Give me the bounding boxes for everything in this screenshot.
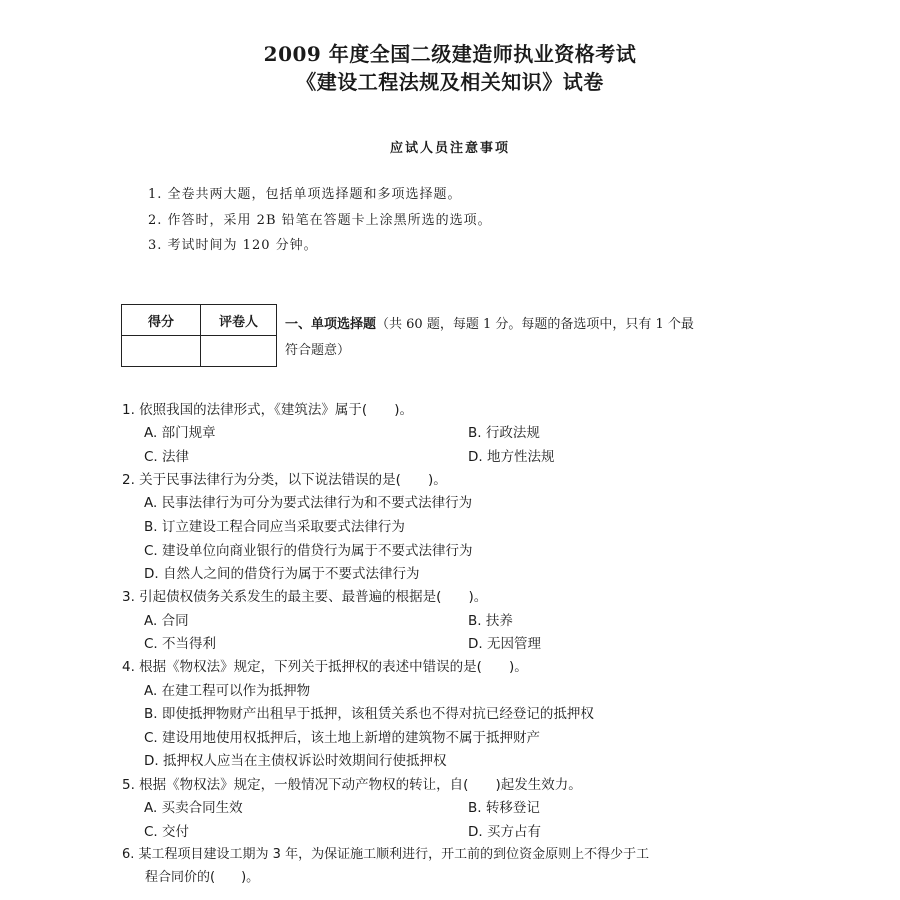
option-c: C. 建设单位向商业银行的借贷行为属于不要式法律行为 (144, 543, 473, 559)
section-heading (285, 312, 755, 364)
notice-item: 2. 作答时，采用 2B 铅笔在答题卡上涂黑所选的选项。 (148, 213, 492, 228)
question-stem: 2. 关于民事法律行为分类，以下说法错误的是( )。 (122, 472, 447, 488)
option-a: A. 合同 (144, 613, 189, 629)
grader-header: 评卷人 (201, 305, 277, 336)
option-d: D. 地方性法规 (468, 449, 555, 465)
exam-title-line1: 2009 年度全国二级建造师执业资格考试 (263, 42, 637, 66)
score-header: 得分 (122, 305, 201, 336)
option-d: D. 无因管理 (468, 636, 541, 652)
option-d: D. 抵押权人应当在主债权诉讼时效期间行使抵押权 (144, 753, 447, 769)
option-a: A. 在建工程可以作为抵押物 (144, 683, 311, 699)
question-stem: 1. 依照我国的法律形式，《建筑法》属于( )。 (122, 402, 413, 418)
score-cell (122, 336, 201, 367)
option-b: B. 行政法规 (468, 425, 540, 441)
notice-item: 1. 全卷共两大题，包括单项选择题和多项选择题。 (148, 187, 462, 202)
notice-item: 3. 考试时间为 120 分钟。 (148, 238, 318, 253)
option-b: B. 即使抵押物财产出租早于抵押，该租赁关系也不得对抗已经登记的抵押权 (144, 706, 594, 722)
question-stem-cont: 程合同价的( )。 (145, 870, 260, 885)
option-c: C. 建设用地使用权抵押后，该土地上新增的建筑物不属于抵押财产 (144, 730, 541, 746)
question-stem: 4. 根据《物权法》规定，下列关于抵押权的表述中错误的是( )。 (122, 659, 528, 675)
question-stem: 6. 某工程项目建设工期为 3 年，为保证施工顺利进行，开工前的到位资金原则上不得少于工 (122, 847, 650, 862)
option-b: B. 转移登记 (468, 800, 540, 816)
option-c: C. 交付 (144, 824, 190, 840)
option-c: C. 不当得利 (144, 636, 217, 652)
notice-heading: 应试人员注意事项 (389, 141, 510, 156)
option-a: A. 民事法律行为可分为要式法律行为和不要式法律行为 (144, 495, 473, 511)
section-title: 一、单项选择题 (285, 317, 377, 332)
option-a: A. 部门规章 (144, 425, 216, 441)
option-a: A. 买卖合同生效 (144, 800, 243, 816)
question-stem: 5. 根据《物权法》规定，一般情况下动产物权的转让，自( )起发生效力。 (122, 777, 582, 793)
section-description-cont: 符合题意） (285, 343, 351, 358)
option-d: D. 买方占有 (468, 824, 541, 840)
option-b: B. 扶养 (468, 613, 513, 629)
option-d: D. 自然人之间的借贷行为属于不要式法律行为 (144, 566, 420, 582)
question-stem: 3. 引起债权债务关系发生的最主要、最普遍的根据是( )。 (122, 589, 488, 605)
score-table (121, 304, 277, 367)
section-description: （共 60 题，每题 1 分。每题的备选项中，只有 1 个最 (376, 317, 694, 332)
grader-cell (201, 336, 277, 367)
exam-title-line2: 《建设工程法规及相关知识》试卷 (296, 70, 604, 94)
option-b: B. 订立建设工程合同应当采取要式法律行为 (144, 519, 405, 535)
option-c: C. 法律 (144, 449, 190, 465)
